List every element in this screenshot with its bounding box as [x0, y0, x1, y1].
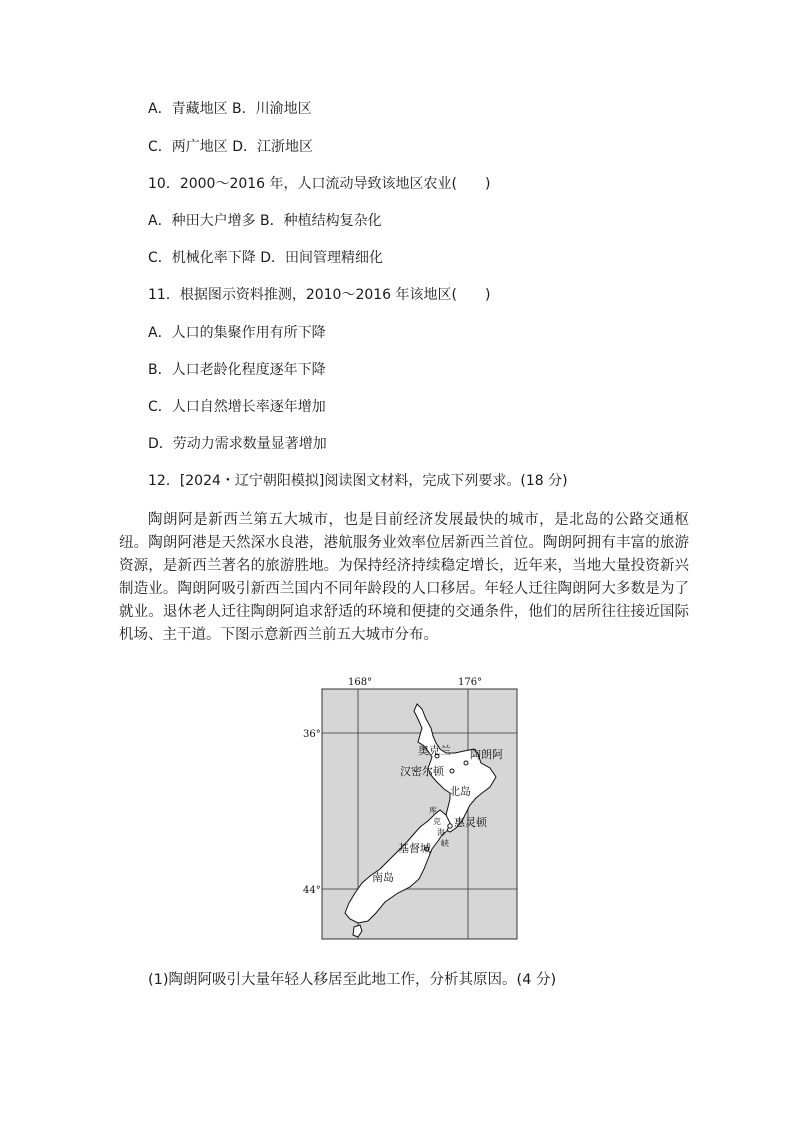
strait-char-3: 海: [437, 828, 445, 837]
lat-label-44: 44°: [303, 885, 321, 896]
q11-option-a: A．人口的集聚作用有所下降: [148, 325, 326, 341]
strait-char-4: 峡: [441, 839, 449, 848]
wellington-label: 惠灵顿: [454, 816, 487, 829]
south-island-label: 南岛: [372, 871, 394, 884]
lon-label-176: 176°: [458, 677, 483, 688]
strait-char-1: 库: [429, 806, 437, 815]
auckland-label: 奥克兰: [418, 744, 451, 757]
q9-options-row1: A．青藏地区 B．川渝地区: [148, 101, 312, 117]
north-island-label: 北岛: [449, 785, 471, 798]
hamilton-label: 汉密尔顿: [400, 765, 444, 778]
lat-label-36: 36°: [303, 729, 321, 740]
christchurch-label: 基督城: [398, 842, 431, 855]
hamilton-marker: [450, 769, 454, 773]
q10-stem: 10．2000～2016 年，人口流动导致该地区农业( ): [148, 176, 491, 192]
q10-options-row1: A．种田大户增多 B．种植结构复杂化: [148, 213, 382, 229]
tauranga-marker: [464, 761, 468, 765]
new-zealand-map: [300, 673, 520, 943]
q12-stem: 12．[2024・辽宁朝阳模拟]阅读图文材料，完成下列要求。(18 分): [148, 473, 568, 489]
q11-stem: 11．根据图示资料推测，2010～2016 年该地区( ): [148, 287, 491, 303]
strait-char-2: 克: [433, 817, 441, 826]
q9-options-row2: C．两广地区 D．江浙地区: [148, 139, 314, 155]
q12-passage: [119, 509, 689, 647]
q11-option-d: D．劳动力需求数量显著增加: [148, 436, 327, 452]
q12-passage-text: 陶朗阿是新西兰第五大城市，也是目前经济发展最快的城市，是北岛的公路交通枢纽。陶朗阿港是天然深水良港，港航服务业效率位居新西兰首位。陶朗阿拥有丰富的旅游资源，是新西兰著名的旅游胜地。为保持经济持续稳定增长，近年来，当地大量投资新兴制造业。陶朗阿吸引新西兰国内不同年龄段的人口移居。年轻人迁往陶朗阿大多数是为了就业。退休老人迁往陶朗阿追求舒适的环境和便捷的交通条件，他们的居所往往接近国际机场、主干道。下图示意新西兰前五大城市分布。: [119, 512, 689, 643]
q11-option-b: B．人口老龄化程度逐年下降: [148, 362, 326, 378]
q10-options-row2: C．机械化率下降 D．田间管理精细化: [148, 250, 384, 266]
q12-sub1: (1)陶朗阿吸引大量年轻人移居至此地工作，分析其原因。(4 分): [148, 972, 557, 988]
wellington-marker: [448, 824, 452, 828]
lon-label-168: 168°: [348, 677, 373, 688]
tauranga-label: 陶朗阿: [470, 748, 503, 761]
q11-option-c: C．人口自然增长率逐年增加: [148, 399, 326, 415]
